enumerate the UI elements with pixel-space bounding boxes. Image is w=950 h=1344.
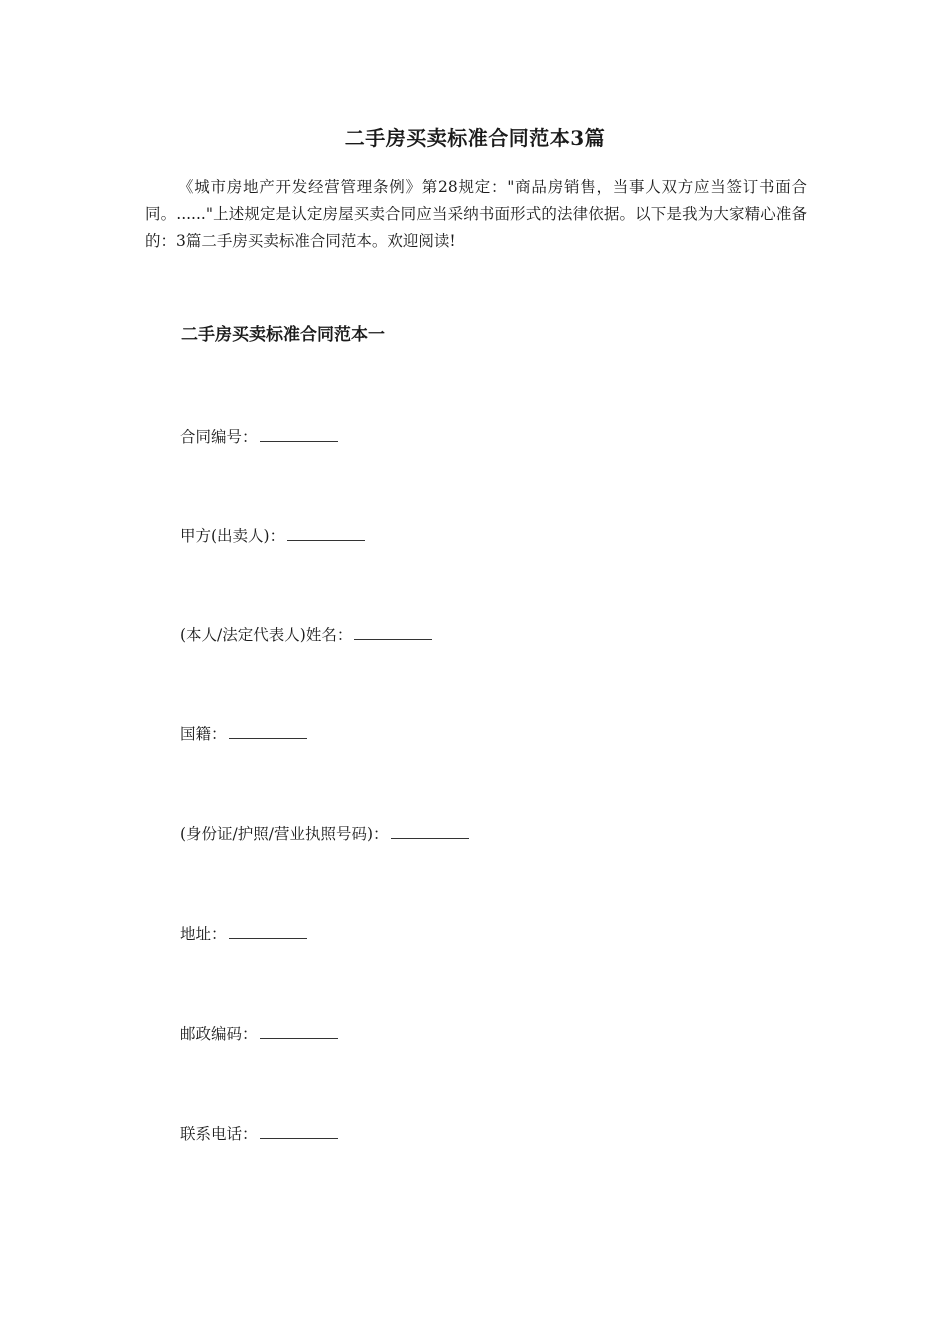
field-label: 合同编号： bbox=[180, 428, 258, 446]
section-heading: 二手房买卖标准合同范本一 bbox=[181, 325, 385, 345]
representative-name-field bbox=[180, 623, 432, 647]
field-label: 邮政编码： bbox=[180, 1025, 258, 1043]
intro-paragraph: 《城市房地产开发经营管理条例》第28规定："商品房销售，当事人双方应当签订书面合同。......"上述规定是认定房屋买卖合同应当采纳书面形式的法律依据。以下是我为大家精心准备的：3篇二手房买卖标准合同范本。欢迎阅读! bbox=[145, 178, 807, 250]
fill-in-blank bbox=[229, 724, 307, 739]
field-label: 联系电话： bbox=[180, 1125, 258, 1143]
fill-in-blank bbox=[354, 625, 432, 640]
document-title: 二手房买卖标准合同范本3篇 bbox=[344, 126, 606, 150]
contract-number-field bbox=[180, 425, 338, 449]
phone-field bbox=[180, 1122, 338, 1146]
address-field bbox=[180, 922, 307, 946]
field-label: (身份证/护照/营业执照号码)： bbox=[180, 825, 389, 843]
field-label: 甲方(出卖人)： bbox=[180, 527, 286, 545]
field-label: 地址： bbox=[180, 925, 227, 943]
party-a-field bbox=[180, 524, 365, 548]
field-label: 国籍： bbox=[180, 725, 227, 743]
id-number-field bbox=[180, 822, 469, 846]
field-label: (本人/法定代表人)姓名： bbox=[180, 626, 353, 644]
fill-in-blank bbox=[260, 427, 338, 442]
fill-in-blank bbox=[260, 1124, 338, 1139]
nationality-field bbox=[180, 722, 307, 746]
fill-in-blank bbox=[287, 526, 365, 541]
fill-in-blank bbox=[260, 1024, 338, 1039]
fill-in-blank bbox=[391, 824, 469, 839]
fill-in-blank bbox=[229, 924, 307, 939]
postal-code-field bbox=[180, 1022, 338, 1046]
